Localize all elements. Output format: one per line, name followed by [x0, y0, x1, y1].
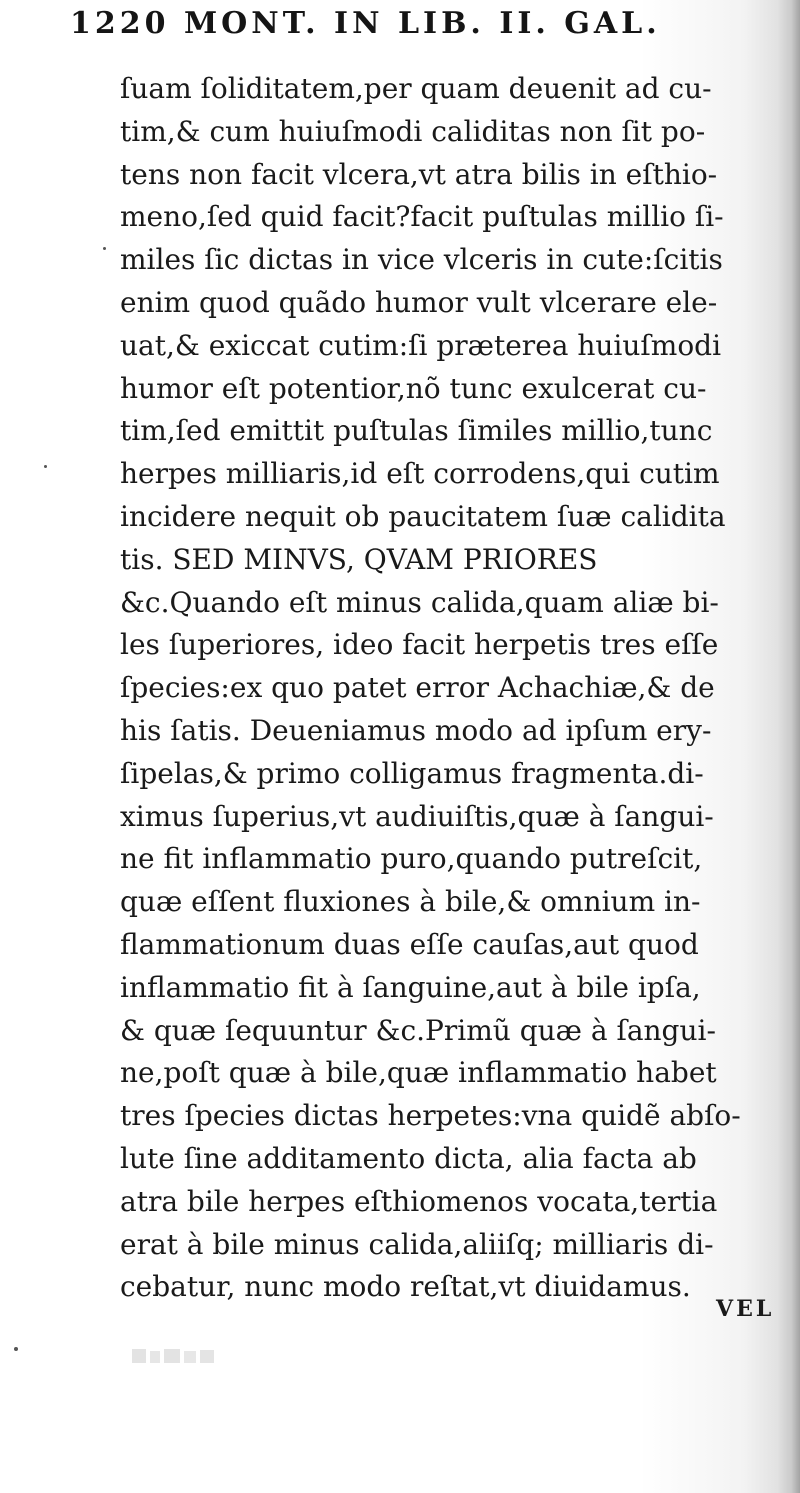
text-line: enim quod quãdo humor vult vlcerare ele- [120, 285, 718, 319]
running-head: 1220 MONT. IN LIB. II. GAL. [70, 6, 661, 41]
catchword: VEL [716, 1296, 775, 1322]
text-line: flammationum duas eſſe cauſas,aut quod [120, 927, 699, 961]
text-line: herpes milliaris,id eſt corrodens,qui cutim [120, 457, 720, 491]
text-line: ximus ſuperius,vt audiuiſtis,quæ à ſangui- [120, 799, 714, 833]
text-line: inflammatio fit à ſanguine,aut à bile ipſa, [120, 970, 701, 1004]
text-line: tim,& cum huiuſmodi caliditas non ſit po- [120, 114, 706, 148]
text-line: his ſatis. Deueniamus modo ad ipſum ery- [120, 713, 712, 747]
text-line: erat à bile minus calida,aliiſq; milliaris di- [120, 1227, 714, 1261]
text-line: les ſuperiores, ideo facit herpetis tres eſſe [120, 628, 719, 662]
text-line: ne,poſt quæ à bile,quæ inflammatio habet [120, 1056, 717, 1090]
text-line: ſuam ſoliditatem,per quam deuenit ad cu- [120, 72, 712, 105]
text-line: tres ſpecies dictas herpetes:vna quidẽ abſo- [120, 1099, 741, 1133]
text-line: lute ſine additamento dicta, alia facta ab [120, 1141, 697, 1175]
text-line: tens non facit vlcera,vt atra bilis in eſthio- [120, 157, 718, 191]
faded-stamp-mark [130, 1345, 220, 1367]
text-line: incidere nequit ob paucitatem ſuæ calidita [120, 499, 726, 533]
text-line: &c.Quando eſt minus calida,quam aliæ bi- [120, 585, 719, 619]
text-line: meno,ſed quid facit?facit puſtulas millio ſi- [120, 200, 724, 234]
text-line: tim,ſed emittit puſtulas ſimiles millio,tunc [120, 414, 713, 448]
text-line: tis. SED MINVS, QVAM PRIORES [120, 542, 598, 576]
text-line: quæ eſſent fluxiones à bile,& omnium in- [120, 885, 701, 919]
paper-speck [103, 247, 106, 250]
text-line: ſpecies:ex quo patet error Achachiæ,& de [120, 671, 715, 705]
page-gutter-shadow [778, 0, 800, 1493]
text-line: uat,& exiccat cutim:ſi præterea huiuſmodi [120, 328, 722, 362]
text-line: cebatur, nunc modo reſtat,vt diuidamus. [120, 1270, 691, 1304]
paper-speck [44, 465, 47, 468]
paper-speck [14, 1347, 18, 1351]
body-text [120, 68, 770, 1309]
text-line: miles ſic dictas in vice vlceris in cute:ſcitis [120, 243, 723, 277]
text-line: ſipelas,& primo colligamus fragmenta.di- [120, 756, 704, 790]
text-line: ne fit inflammatio puro,quando putreſcit, [120, 842, 703, 876]
text-line: & quæ ſequuntur &c.Primũ quæ à ſangui- [120, 1013, 716, 1047]
text-line: humor eſt potentior,nõ tunc exulcerat cu- [120, 371, 707, 405]
text-line: atra bile herpes eſthiomenos vocata,tertia [120, 1184, 718, 1218]
